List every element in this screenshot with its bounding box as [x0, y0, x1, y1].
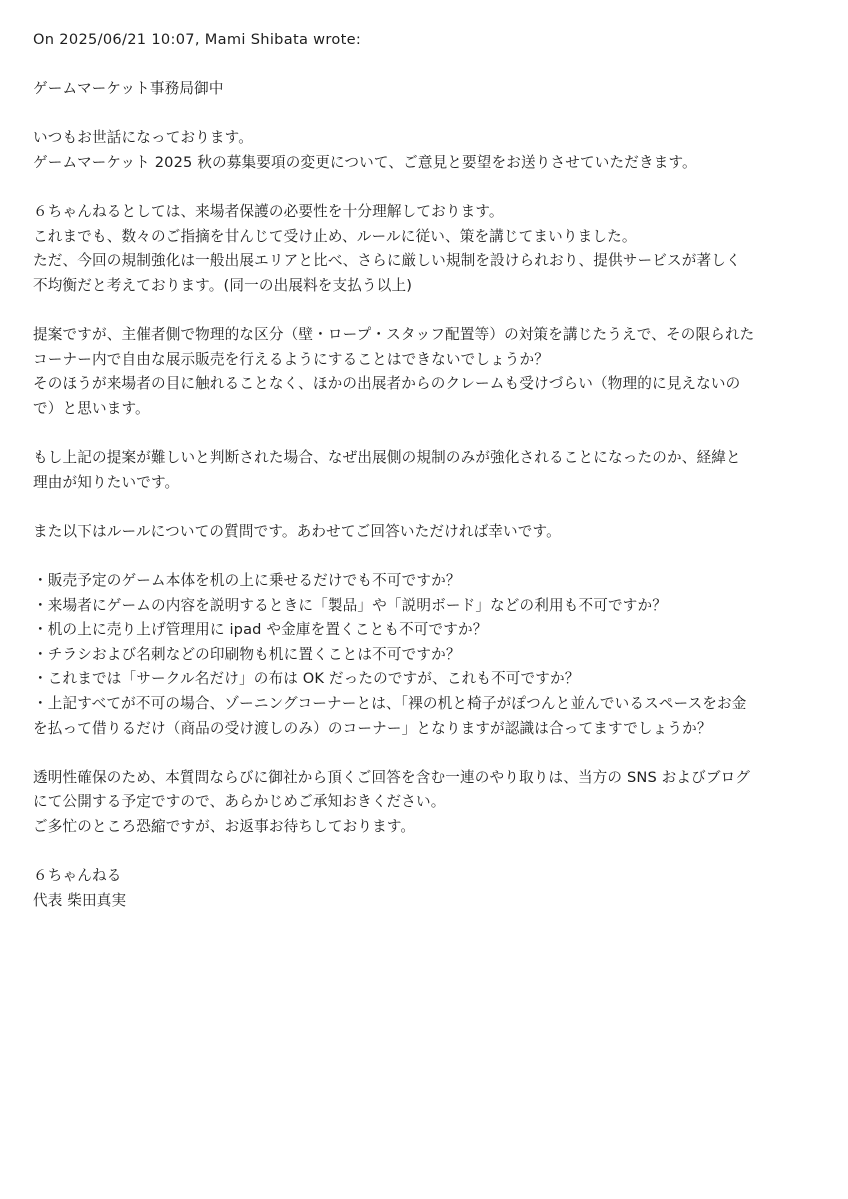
- paragraph-line: 透明性確保のため、本質問ならびに御社から頂くご回答を含む一連のやり取りは、当方の SNS およびブログ: [33, 768, 751, 786]
- blank-line: [33, 544, 828, 569]
- blank-line: [33, 495, 828, 520]
- blank-line: [33, 53, 828, 78]
- paragraph-line: コーナー内で自由な展示販売を行えるようにすることはできないでしょうか？: [33, 350, 550, 368]
- paragraph-line: にて公開する予定ですので、あらかじめご承知おきください。: [33, 793, 446, 811]
- question-item: ・販売予定のゲーム本体を机の上に乗せるだけでも不可ですか？: [33, 572, 461, 590]
- blank-line: [33, 176, 828, 201]
- greeting: ゲームマーケット事務局御中: [33, 80, 224, 98]
- paragraph-line: 提案ですが、主催者側で物理的な区分（壁・ロープ・スタッフ配置等）の対策を講じたうえで、その限られた: [33, 326, 755, 344]
- paragraph-line: また以下はルールについての質問です。あわせてご回答いただければ幸いです。: [33, 522, 561, 540]
- blank-line: [33, 741, 828, 766]
- question-item: ・これまでは「サークル名だけ」の布は OK だったのですが、これも不可ですか？: [33, 670, 580, 688]
- paragraph-line: 不均衡だと考えております。(同一の出展料を支払う以上): [33, 276, 413, 294]
- intro-line: ゲームマーケット 2025 秋の募集要項の変更について、ご意見と要望をお送りさせていただきます。: [33, 153, 697, 171]
- intro-line: いつもお世話になっております。: [33, 129, 253, 147]
- paragraph-line: ご多忙のところ恐縮ですが、お返事お待ちしております。: [33, 818, 416, 835]
- paragraph-line: そのほうが来場者の目に触れることなく、ほかの出展者からのクレームも受けづらい（物理的に見えないの: [33, 375, 741, 393]
- signature-org: ６ちゃんねる: [33, 867, 122, 885]
- question-item: ・机の上に売り上げ管理用に ipad や金庫を置くことも不可ですか？: [33, 621, 488, 639]
- paragraph-line: 理由が知りたいです。: [33, 473, 180, 491]
- paragraph-line: ただ、今回の規制強化は一般出展エリアと比べ、さらに厳しい規制を設けられおり、提供サービスが著しく: [33, 252, 741, 270]
- blank-line: [33, 422, 828, 447]
- blank-line: [33, 102, 828, 127]
- blank-line: [33, 299, 828, 324]
- question-item: を払って借りるだけ（商品の受け渡しのみ）のコーナー」となりますが認識は合ってますでしょうか？: [33, 719, 712, 737]
- signature-name: 代表 柴田真実: [33, 891, 127, 909]
- question-item: ・上記すべてが不可の場合、ゾーニングコーナーとは、「裸の机と椅子がぽつんと並んでいるスペースをお金: [33, 695, 747, 713]
- quote-header: On 2025/06/21 10:07, Mami Shibata wrote:: [33, 31, 362, 48]
- question-item: ・来場者にゲームの内容を説明するときに「製品」や「説明ボード」などの利用も不可ですか？: [33, 596, 667, 614]
- paragraph-line: ６ちゃんねるとしては、来場者保護の必要性を十分理解しております。: [33, 203, 504, 221]
- paragraph-line: これまでも、数々のご指摘を甘んじて受け止め、ルールに従い、策を講じてまいりました。: [33, 227, 637, 245]
- paragraph-line: もし上記の提案が難しいと判断された場合、なぜ出展側の規制のみが強化されることになったのか、経緯と: [33, 449, 741, 467]
- question-item: ・チラシおよび名刺などの印刷物も机に置くことは不可ですか？: [33, 645, 461, 663]
- paragraph-line: で）と思います。: [33, 399, 150, 417]
- blank-line: [33, 840, 828, 865]
